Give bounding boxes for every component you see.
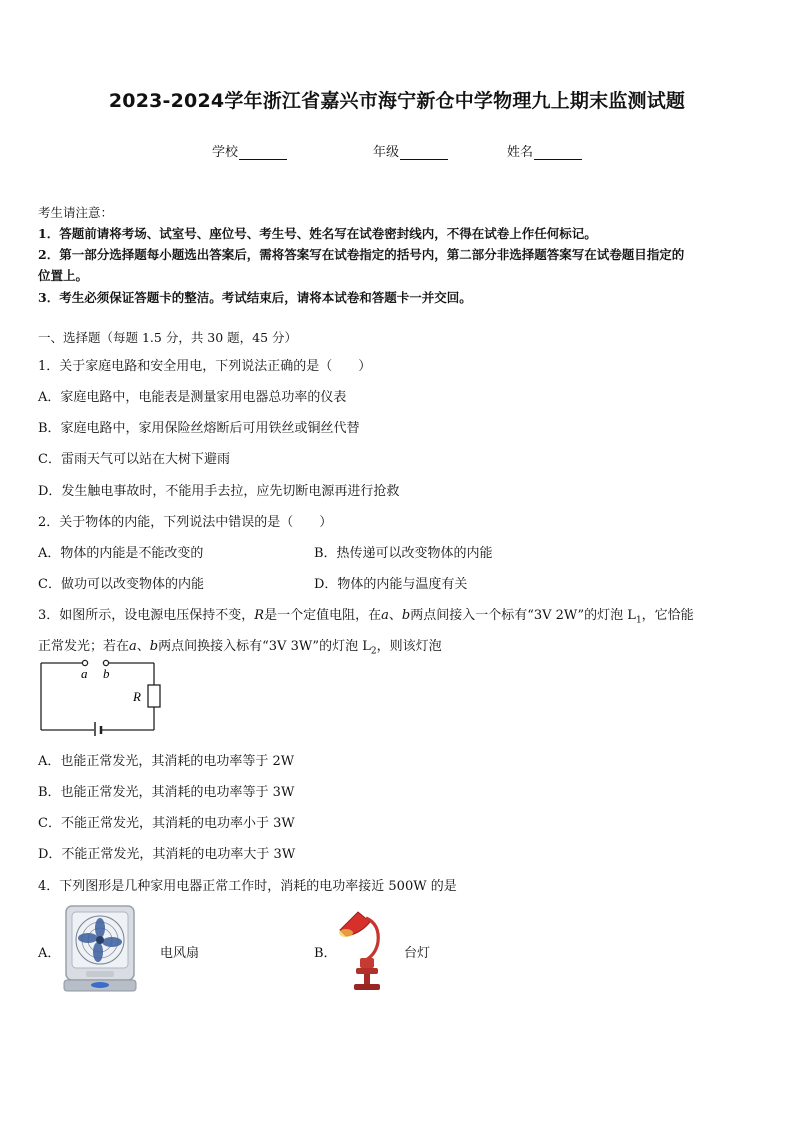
q4-option-a-label: 电风扇 <box>160 946 200 961</box>
q3-text: 是一个定值电阻，在 <box>264 608 382 623</box>
notice-heading: 考生请注意： <box>38 205 114 220</box>
q2-option-c[interactable]: C．做功可以改变物体的内能 <box>38 577 204 592</box>
q3-text: 正常发光；若在 <box>38 639 130 654</box>
q4-stem: 4．下列图形是几种家用电器正常工作时，消耗的电功率接近 500W 的是 <box>38 879 457 894</box>
notice-item-2-cont: 位置上。 <box>38 268 89 283</box>
q3-option-a[interactable]: A．也能正常发光，其消耗的电功率等于 2W <box>38 754 295 769</box>
name-field[interactable] <box>507 141 582 160</box>
notice-item-3: 3．考生必须保证答题卡的整洁。考试结束后，请将本试卷和答题卡一并交回。 <box>38 290 472 305</box>
school-blank[interactable] <box>239 147 287 160</box>
school-field[interactable] <box>212 141 287 160</box>
q3-var-a: a <box>129 639 137 654</box>
q1-option-d[interactable]: D．发生触电事故时，不能用手去拉，应先切断电源再进行抢救 <box>38 484 400 499</box>
q3-option-c[interactable]: C．不能正常发光，其消耗的电功率小于 3W <box>38 816 295 831</box>
q4-option-b-letter[interactable]: B． <box>314 946 337 961</box>
terminal-a-icon <box>82 660 87 665</box>
q1-option-a[interactable]: A．家庭电路中，电能表是测量家用电器总功率的仪表 <box>38 390 347 405</box>
q3-subscript: 2 <box>370 646 377 657</box>
q3-var-r: R <box>254 608 265 623</box>
q1-option-b[interactable]: B．家庭电路中，家用保险丝熔断后可用铁丝或铜丝代替 <box>38 421 360 436</box>
q3-var-b: b <box>401 608 411 623</box>
q1-stem: 1．关于家庭电路和安全用电，下列说法正确的是（ ） <box>38 359 372 374</box>
name-blank[interactable] <box>534 147 582 160</box>
q3-text: ，则该灯泡 <box>376 639 442 654</box>
notice-item-2: 2．第一部分选择题每小题选出答案后，需将答案写在试卷指定的括号内，第二部分非选择题答案写在试卷题目指定的 <box>38 247 685 262</box>
q3-text: 两点间换接入标有“3V 3W”的灯泡 L <box>158 639 371 654</box>
q4-option-a-letter[interactable]: A． <box>38 946 61 961</box>
grade-label: 年级 <box>373 145 400 160</box>
name-label: 姓名 <box>507 145 534 160</box>
label-r: R <box>133 689 141 704</box>
label-b: b <box>103 666 110 681</box>
grade-field[interactable] <box>373 141 448 160</box>
label-a: a <box>81 666 88 681</box>
q3-text: 两点间接入一个标有“3V 2W”的灯泡 L <box>410 608 636 623</box>
q2-option-b[interactable]: B．热传递可以改变物体的内能 <box>314 546 493 561</box>
q3-option-b[interactable]: B．也能正常发光，其消耗的电功率等于 3W <box>38 785 295 800</box>
resistor-icon <box>148 685 160 707</box>
q4-option-b-label: 台灯 <box>404 946 431 961</box>
q3-stem-line2 <box>38 635 442 657</box>
school-label: 学校 <box>212 145 239 160</box>
q2-stem: 2．关于物体的内能，下列说法中错误的是（ ） <box>38 515 333 530</box>
electric-fan-icon[interactable] <box>62 904 138 994</box>
q3-circuit-diagram <box>38 658 168 736</box>
q1-option-c[interactable]: C．雷雨天气可以站在大树下避雨 <box>38 452 230 467</box>
section-heading: 一、选择题（每题 1.5 分，共 30 题，45 分） <box>38 330 298 345</box>
q3-var-a: a <box>381 608 389 623</box>
terminal-b-icon <box>103 660 108 665</box>
q3-subscript: 1 <box>635 615 642 626</box>
q3-text: 3．如图所示，设电源电压保持不变， <box>38 608 255 623</box>
grade-blank[interactable] <box>400 147 448 160</box>
q3-text: 、 <box>388 608 402 623</box>
q2-option-a[interactable]: A．物体的内能是不能改变的 <box>38 546 204 561</box>
q3-var-b: b <box>149 639 159 654</box>
q3-text: ，它恰能 <box>641 608 694 623</box>
q3-option-d[interactable]: D．不能正常发光，其消耗的电功率大于 3W <box>38 847 296 862</box>
q3-stem-line1 <box>38 604 694 626</box>
page-title: 2023-2024学年浙江省嘉兴市海宁新仓中学物理九上期末监测试题 <box>108 90 686 112</box>
notice-item-1: 1．答题前请将考场、试室号、座位号、考生号、姓名写在试卷密封线内，不得在试卷上作任何标记。 <box>38 226 597 241</box>
q2-option-d[interactable]: D．物体的内能与温度有关 <box>314 577 468 592</box>
desk-lamp-icon[interactable] <box>336 904 388 992</box>
q3-text: 、 <box>136 639 150 654</box>
